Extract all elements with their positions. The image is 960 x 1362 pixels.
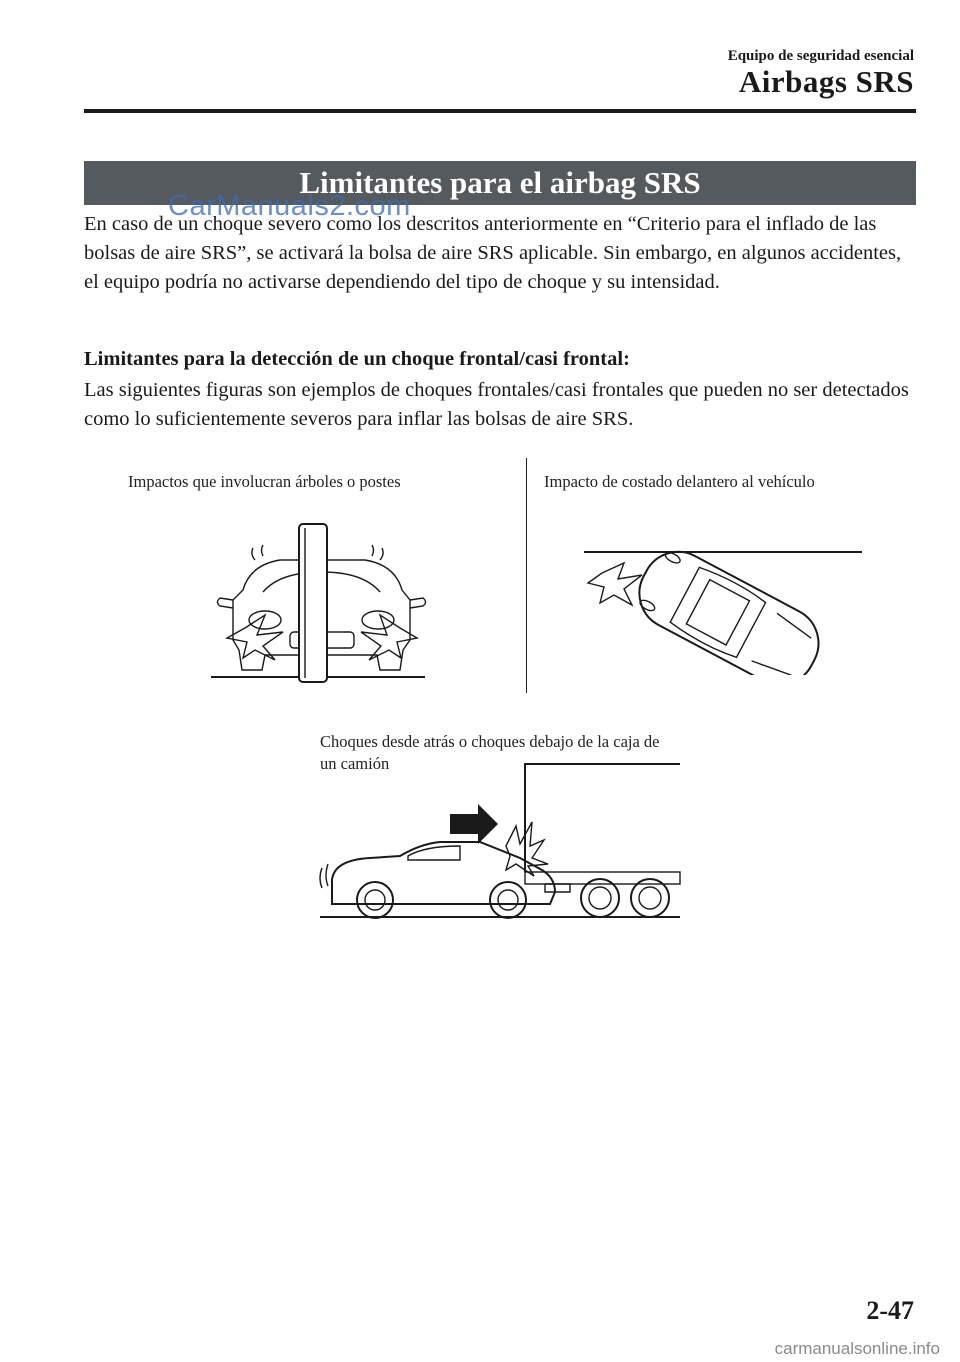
site-watermark: carmanualsonline.info: [774, 1339, 940, 1358]
section-banner: Limitantes para el airbag SRS: [84, 161, 916, 205]
caption-underride-impact: Choques desde atrás o choques debajo de la caja de un camión: [320, 732, 660, 773]
underride-impact-illustration: [310, 760, 690, 925]
page-number: 2-47: [866, 1296, 914, 1325]
page-title: Airbags SRS: [738, 64, 914, 99]
subheading: Limitantes para la detección de un choque frontal/casi frontal:: [84, 348, 630, 370]
header-rule: [84, 109, 916, 113]
intro-paragraph: En caso de un choque severo como los descritos anteriormente en “Criterio para el inflado de las bolsas de aire SRS”, se activará la bolsa de aire SRS aplicable. Sin embargo, en algunos accidentes, el equipo podría no activarse dependiendo del tipo de choque y su intensidad.: [84, 213, 902, 293]
body-paragraph: Las siguientes figuras son ejemplos de choques frontales/casi frontales que pueden no ser detectados como lo suficientemente severos para inflar las bolsas de aire SRS.: [84, 379, 909, 430]
pole-impact-illustration: [205, 520, 430, 685]
figure-divider: [526, 458, 527, 693]
caption-pole-impact: Impactos que involucran árboles o postes: [128, 472, 401, 491]
side-front-impact-illustration: [580, 545, 870, 675]
section-label: Equipo de seguridad esencial: [727, 48, 914, 64]
watermark: CarManuals2.com: [168, 190, 411, 222]
caption-side-front-impact: Impacto de costado delantero al vehículo: [544, 472, 815, 491]
arrow-icon: [450, 804, 498, 844]
